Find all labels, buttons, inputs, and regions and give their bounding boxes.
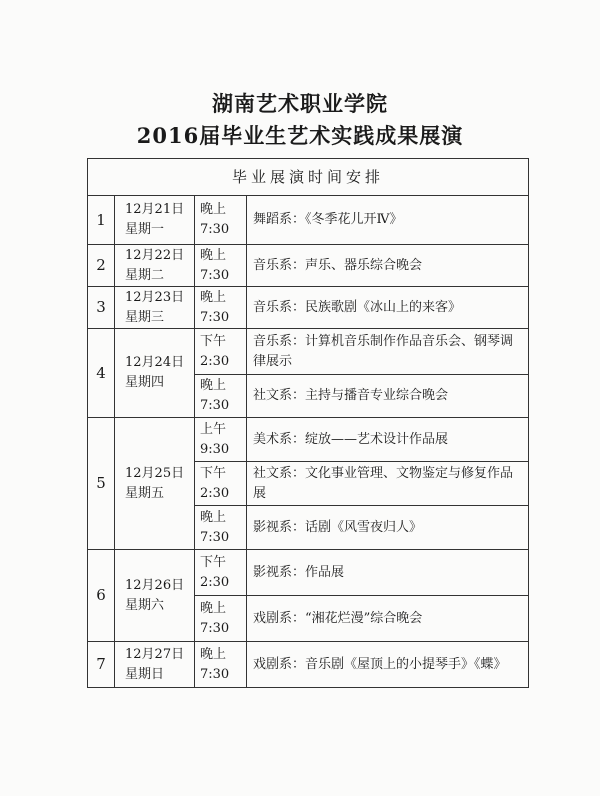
row-number: 6: [88, 550, 115, 642]
event-cell: [247, 329, 529, 375]
time-period: 下午: [200, 465, 227, 481]
date-cell: [115, 287, 195, 329]
event-cell: [247, 418, 529, 462]
event-title: 音乐剧《屋顶上的小提琴手》《蝶》: [305, 656, 507, 672]
date: 12月25日: [125, 465, 185, 481]
weekday: 星期一: [125, 222, 165, 237]
time-period: 下午: [200, 333, 227, 349]
weekday: 星期日: [125, 666, 165, 682]
time-clock: 7:30: [200, 309, 230, 325]
department: 音乐系：: [253, 257, 306, 273]
time-period: 晚上: [200, 378, 227, 393]
time-clock: 7:30: [200, 620, 230, 636]
time-period: 晚上: [200, 600, 227, 616]
event-cell: [247, 596, 529, 642]
table-heading: 毕业展演时间安排: [88, 159, 529, 196]
table-row: [88, 642, 529, 688]
time-period: 下午: [200, 554, 227, 570]
table-row: [88, 287, 529, 329]
event-cell: [247, 196, 529, 245]
event-title: 作品展: [305, 564, 345, 580]
time-cell: [195, 550, 247, 596]
date: 12月24日: [125, 355, 185, 370]
row-number: 7: [88, 642, 115, 688]
date-cell: [115, 196, 195, 245]
row-number: 2: [88, 245, 115, 287]
event-title: 计算机音乐制作作品音乐会、钢琴调律展示: [253, 333, 514, 369]
department: 舞蹈系：: [253, 212, 306, 227]
table-row: [88, 329, 529, 375]
date: 12月27日: [125, 646, 185, 662]
time-cell: [195, 245, 247, 287]
weekday: 星期五: [125, 485, 165, 501]
event-cell: [247, 642, 529, 688]
time-clock: 7:30: [200, 529, 230, 545]
event-title: 主持与播音专业综合晚会: [305, 388, 449, 403]
time-cell: [195, 329, 247, 375]
time-cell: [195, 196, 247, 245]
event-title: 绽放——艺术设计作品展: [305, 431, 449, 447]
department: 社文系：: [253, 388, 306, 403]
row-number: 1: [88, 196, 115, 245]
time-clock: 7:30: [200, 267, 230, 283]
time-period: 晚上: [200, 247, 227, 263]
event-title: 《冬季花儿开Ⅳ》: [305, 212, 403, 227]
time-clock: 2:30: [200, 574, 230, 590]
department: 音乐系：: [253, 333, 306, 349]
department: 戏剧系：: [253, 610, 306, 626]
event-title: 民族歌剧《冰山上的来客》: [305, 299, 462, 315]
time-clock: 2:30: [200, 353, 230, 369]
row-number: 3: [88, 287, 115, 329]
time-period: 晚上: [200, 646, 227, 662]
event-cell: [247, 550, 529, 596]
schedule-table: [87, 158, 529, 688]
event-cell: [247, 245, 529, 287]
time-cell: [195, 375, 247, 418]
time-period: 晚上: [200, 289, 227, 305]
department: 社文系：: [253, 465, 306, 481]
event-title: “湘花烂漫”综合晚会: [305, 610, 423, 626]
time-clock: 7:30: [200, 222, 230, 237]
time-cell: [195, 506, 247, 550]
table-row: [88, 245, 529, 287]
time-clock: 7:30: [200, 666, 230, 682]
table-row: [88, 196, 529, 245]
weekday: 星期六: [125, 597, 165, 613]
department: 戏剧系：: [253, 656, 306, 672]
date-cell: [115, 642, 195, 688]
time-cell: [195, 462, 247, 506]
event-cell: [247, 375, 529, 418]
row-number: 4: [88, 329, 115, 418]
date: 12月23日: [125, 289, 185, 305]
department: 影视系：: [253, 564, 306, 580]
time-cell: [195, 418, 247, 462]
weekday: 星期三: [125, 309, 165, 325]
event-cell: [247, 462, 529, 506]
time-period: 晚上: [200, 509, 227, 525]
time-cell: [195, 287, 247, 329]
time-clock: 9:30: [200, 441, 230, 457]
date: 12月26日: [125, 577, 185, 593]
event-title: 话剧《风雪夜归人》: [305, 519, 423, 535]
page-title: 湖南艺术职业学院: [212, 91, 388, 116]
time-period: 晚上: [200, 202, 227, 217]
weekday: 星期二: [125, 267, 165, 283]
event-cell: [247, 506, 529, 550]
date: 12月21日: [125, 202, 185, 217]
time-clock: 2:30: [200, 485, 230, 501]
date-cell: [115, 329, 195, 418]
table-row: [88, 418, 529, 462]
time-cell: [195, 642, 247, 688]
row-number: 5: [88, 418, 115, 550]
event-cell: [247, 287, 529, 329]
event-title: 文化事业管理、文物鉴定与修复作品展: [253, 465, 514, 501]
date-cell: [115, 550, 195, 642]
department: 音乐系：: [253, 299, 306, 315]
time-period: 上午: [200, 421, 227, 437]
date: 12月22日: [125, 247, 185, 263]
table-row: [88, 550, 529, 596]
time-cell: [195, 596, 247, 642]
event-title: 声乐、器乐综合晚会: [305, 257, 423, 273]
department: 影视系：: [253, 519, 306, 535]
time-clock: 7:30: [200, 398, 230, 413]
page-subtitle: 2016届毕业生艺术实践成果展演: [136, 123, 464, 148]
date-cell: [115, 245, 195, 287]
weekday: 星期四: [125, 375, 165, 390]
department: 美术系：: [253, 431, 306, 447]
date-cell: [115, 418, 195, 550]
